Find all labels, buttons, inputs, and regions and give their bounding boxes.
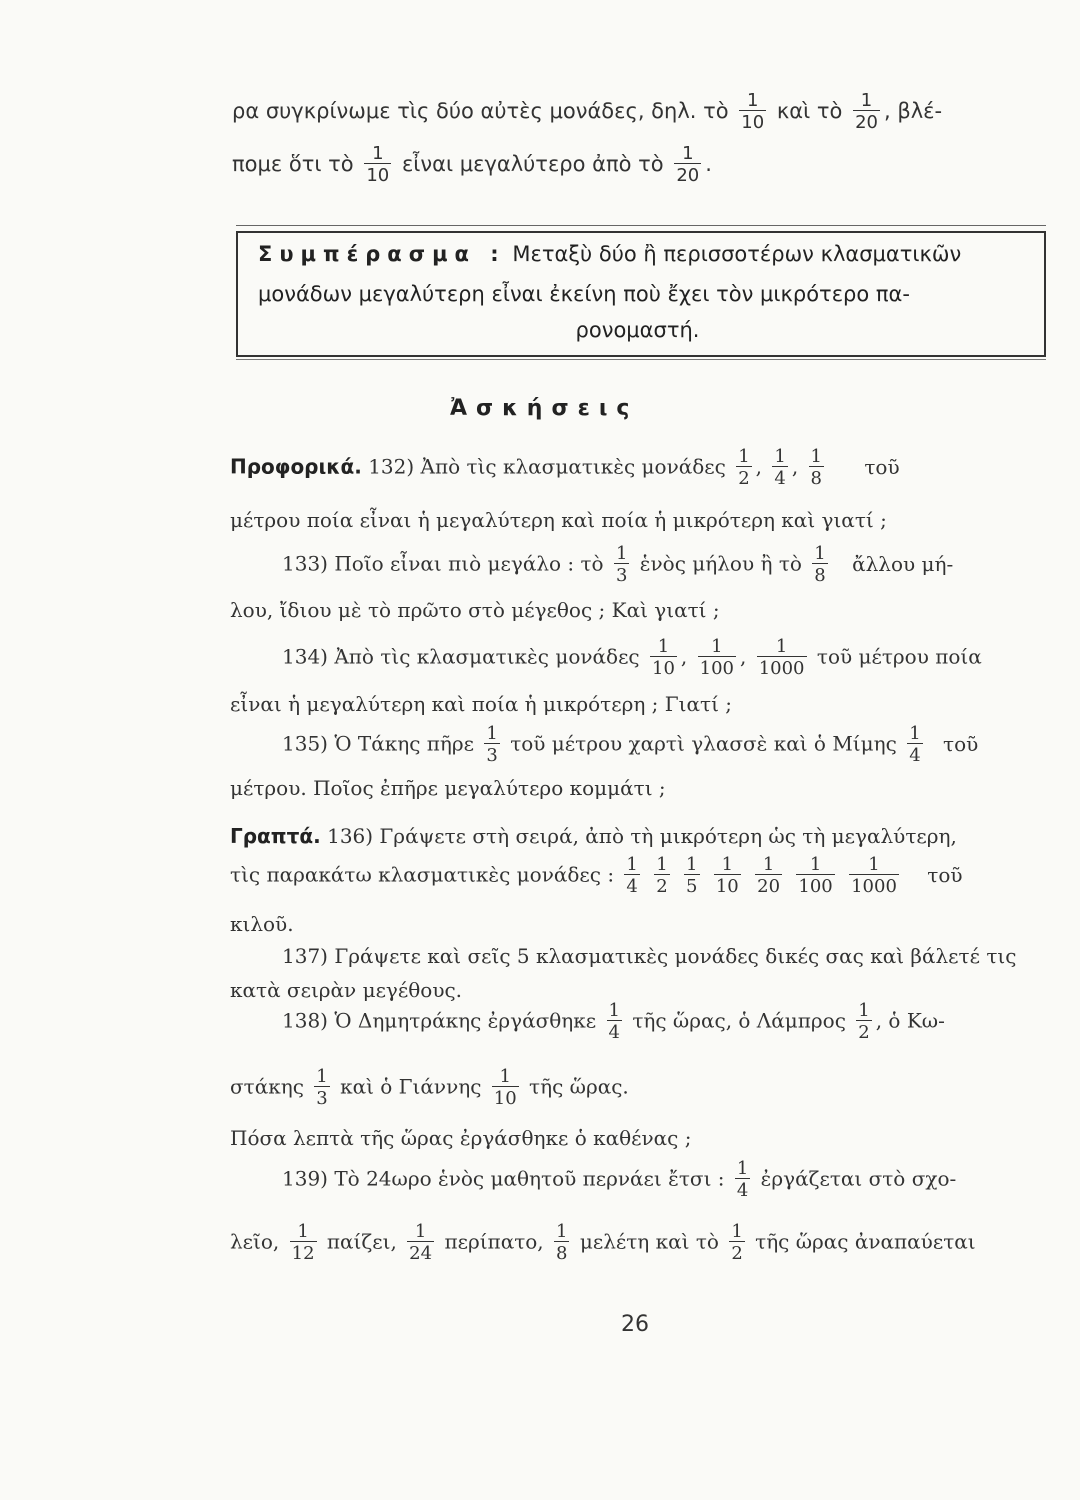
fraction-1-4: $\frac{1}{4}$	[736, 1158, 749, 1201]
fraction-1-24: $\frac{1}{24}$	[409, 1221, 433, 1264]
exercise-136-cont: κιλοῦ.	[230, 912, 294, 936]
fraction-1-1000: $\frac{1}{1000}$	[758, 636, 805, 679]
fraction-1-4: $\frac{1}{4}$	[626, 854, 638, 897]
divider	[236, 225, 1046, 226]
intro-line-1: ρα συγκρίνωμε τὶς δύο αὐτὲς μονάδες, δηλ. τὸ $\frac{1}{10}$ καὶ τὸ $\frac{1}{20}$ , βλέ-	[232, 90, 943, 133]
fraction-1-2: $\frac{1}{2}$	[738, 446, 750, 489]
fraction-1-100: $\frac{1}{100}$	[798, 854, 833, 897]
conclusion-line-2: μονάδων μεγαλύτερη εἶναι ἐκείνη ποὺ ἔχει τὸν μικρότερο πα-	[258, 282, 910, 306]
fraction-1-3: $\frac{1}{3}$	[486, 723, 498, 766]
fraction-1-3: $\frac{1}{3}$	[615, 543, 628, 586]
fraction-1-4: $\frac{1}{4}$	[909, 723, 921, 766]
fraction-1-2: $\frac{1}{2}$	[731, 1221, 743, 1264]
exercise-132: Προφορικά. 132) Ἀπὸ τὶς κλασματικὲς μονάδες $\frac{1}{2}$ , $\frac{1}{4}$ , $\frac{1}{8}$ τοῦ	[230, 446, 900, 489]
exercise-139: 139) Τὸ 24ωρο ἑνὸς μαθητοῦ περνάει ἔτσι : $\frac{1}{4}$ ἐργάζεται στὸ σχο-	[282, 1158, 957, 1201]
exercise-138-question: Πόσα λεπτὰ τῆς ὥρας ἐργάσθηκε ὁ καθένας ;	[230, 1126, 692, 1150]
exercise-136: Γραπτά. 136) Γράψετε στὴ σειρά, ἀπὸ τὴ μικρότερη ὡς τὴ μεγαλύτερη,	[230, 824, 957, 848]
exercise-134: 134) Ἀπὸ τὶς κλασματικὲς μονάδες $\frac{1}{10}$ , $\frac{1}{100}$ , $\frac{1}{1000}$ τοῦ μέτρου ποία	[282, 636, 982, 679]
fraction-1-8: $\frac{1}{8}$	[810, 446, 822, 489]
conclusion-label: Συμπέρασμα :	[258, 242, 506, 266]
fraction-1-2: $\frac{1}{2}$	[656, 854, 668, 897]
conclusion-line-1: Συμπέρασμα : Μεταξὺ δύο ἢ περισσοτέρων κλασματικῶν	[258, 242, 962, 266]
fraction-1-12: $\frac{1}{12}$	[291, 1221, 315, 1264]
fraction-1-4: $\frac{1}{4}$	[608, 1000, 620, 1043]
exercise-138-cont: στάκης $\frac{1}{3}$ καὶ ὁ Γιάννης $\frac{1}{10}$ τῆς ὥρας.	[230, 1066, 629, 1109]
fraction-1-10: $\frac{1}{10}$	[652, 636, 675, 679]
exercises-title: Ἀσκήσεις	[450, 396, 639, 421]
fraction-1-2: $\frac{1}{2}$	[858, 1000, 870, 1043]
exercise-134-cont: εἶναι ἡ μεγαλύτερη καὶ ποία ἡ μικρότερη ; Γιατί ;	[230, 692, 733, 716]
intro-line-2: πομε ὅτι τὸ $\frac{1}{10}$ εἶναι μεγαλύτερο ἀπὸ τὸ $\frac{1}{20}$ .	[232, 143, 712, 186]
page-number: 26	[621, 1312, 649, 1337]
exercise-133-cont: λου, ἴδιου μὲ τὸ πρῶτο στὸ μέγεθος ; Καὶ γιατί ;	[230, 598, 720, 622]
fraction-1-1000: $\frac{1}{1000}$	[851, 854, 897, 897]
fraction-1-10: $\frac{1}{10}$	[493, 1066, 517, 1109]
exercise-132-cont: μέτρου ποία εἶναι ἡ μεγαλύτερη καὶ ποία ἡ μικρότερη καὶ γιατί ;	[230, 508, 887, 532]
exercise-135: 135) Ὁ Τάκης πῆρε $\frac{1}{3}$ τοῦ μέτρου χαρτὶ γλασσὲ καὶ ὁ Μίμης $\frac{1}{4}$ τοῦ	[282, 723, 979, 766]
fraction-1-10: $\frac{1}{10}$	[366, 143, 390, 186]
conclusion-line-3: ρονομαστή.	[575, 318, 700, 342]
fraction-1-100: $\frac{1}{100}$	[699, 636, 734, 679]
written-label: Γραπτά.	[230, 824, 321, 848]
fraction-1-4: $\frac{1}{4}$	[774, 446, 786, 489]
exercise-135-cont: μέτρου. Ποῖος ἐπῆρε μεγαλύτερο κομμάτι ;	[230, 776, 666, 800]
exercise-133: 133) Ποῖο εἶναι πιὸ μεγάλο : τὸ $\frac{1}{3}$ ἑνὸς μήλου ἢ τὸ $\frac{1}{8}$ ἄλλου μή-	[282, 543, 954, 586]
exercise-137-cont: κατὰ σειρὰν μεγέθους.	[230, 978, 463, 1002]
fraction-1-8: $\frac{1}{8}$	[556, 1221, 568, 1264]
oral-label: Προφορικά.	[230, 454, 362, 479]
fraction-1-20: $\frac{1}{20}$	[855, 90, 878, 133]
fraction-1-3: $\frac{1}{3}$	[316, 1066, 328, 1109]
divider	[236, 359, 1046, 360]
fraction-1-8: $\frac{1}{8}$	[814, 543, 826, 586]
fraction-1-10: $\frac{1}{10}$	[715, 854, 739, 897]
exercise-139-cont: λεῖο, $\frac{1}{12}$ παίζει, $\frac{1}{24}$ περίπατο, $\frac{1}{8}$ μελέτη καὶ τὸ $\frac{1}{2}$ τῆς ὥρας ἀναπαύεται	[230, 1221, 976, 1264]
fraction-1-20: $\frac{1}{20}$	[676, 143, 700, 186]
exercise-138: 138) Ὁ Δημητράκης ἐργάσθηκε $\frac{1}{4}$ τῆς ὥρας, ὁ Λάμπρος $\frac{1}{2}$ , ὁ Κω-	[282, 1000, 945, 1043]
fraction-1-20: $\frac{1}{20}$	[757, 854, 781, 897]
fraction-1-10: $\frac{1}{10}$	[741, 90, 765, 133]
fraction-1-5: $\frac{1}{5}$	[686, 854, 698, 897]
exercise-137: 137) Γράψετε καὶ σεῖς 5 κλασματικὲς μονάδες δικές σας καὶ βάλετέ τις	[282, 944, 1017, 968]
exercise-136-list: τὶς παρακάτω κλασματικὲς μονάδες : $\frac{1}{4}$ $\frac{1}{2}$ $\frac{1}{5}$ $\frac{1}{10}$ $\frac{1}{20}$ $\frac{1}{100}$ $\frac{1}{1000}$ τοῦ	[230, 854, 963, 897]
